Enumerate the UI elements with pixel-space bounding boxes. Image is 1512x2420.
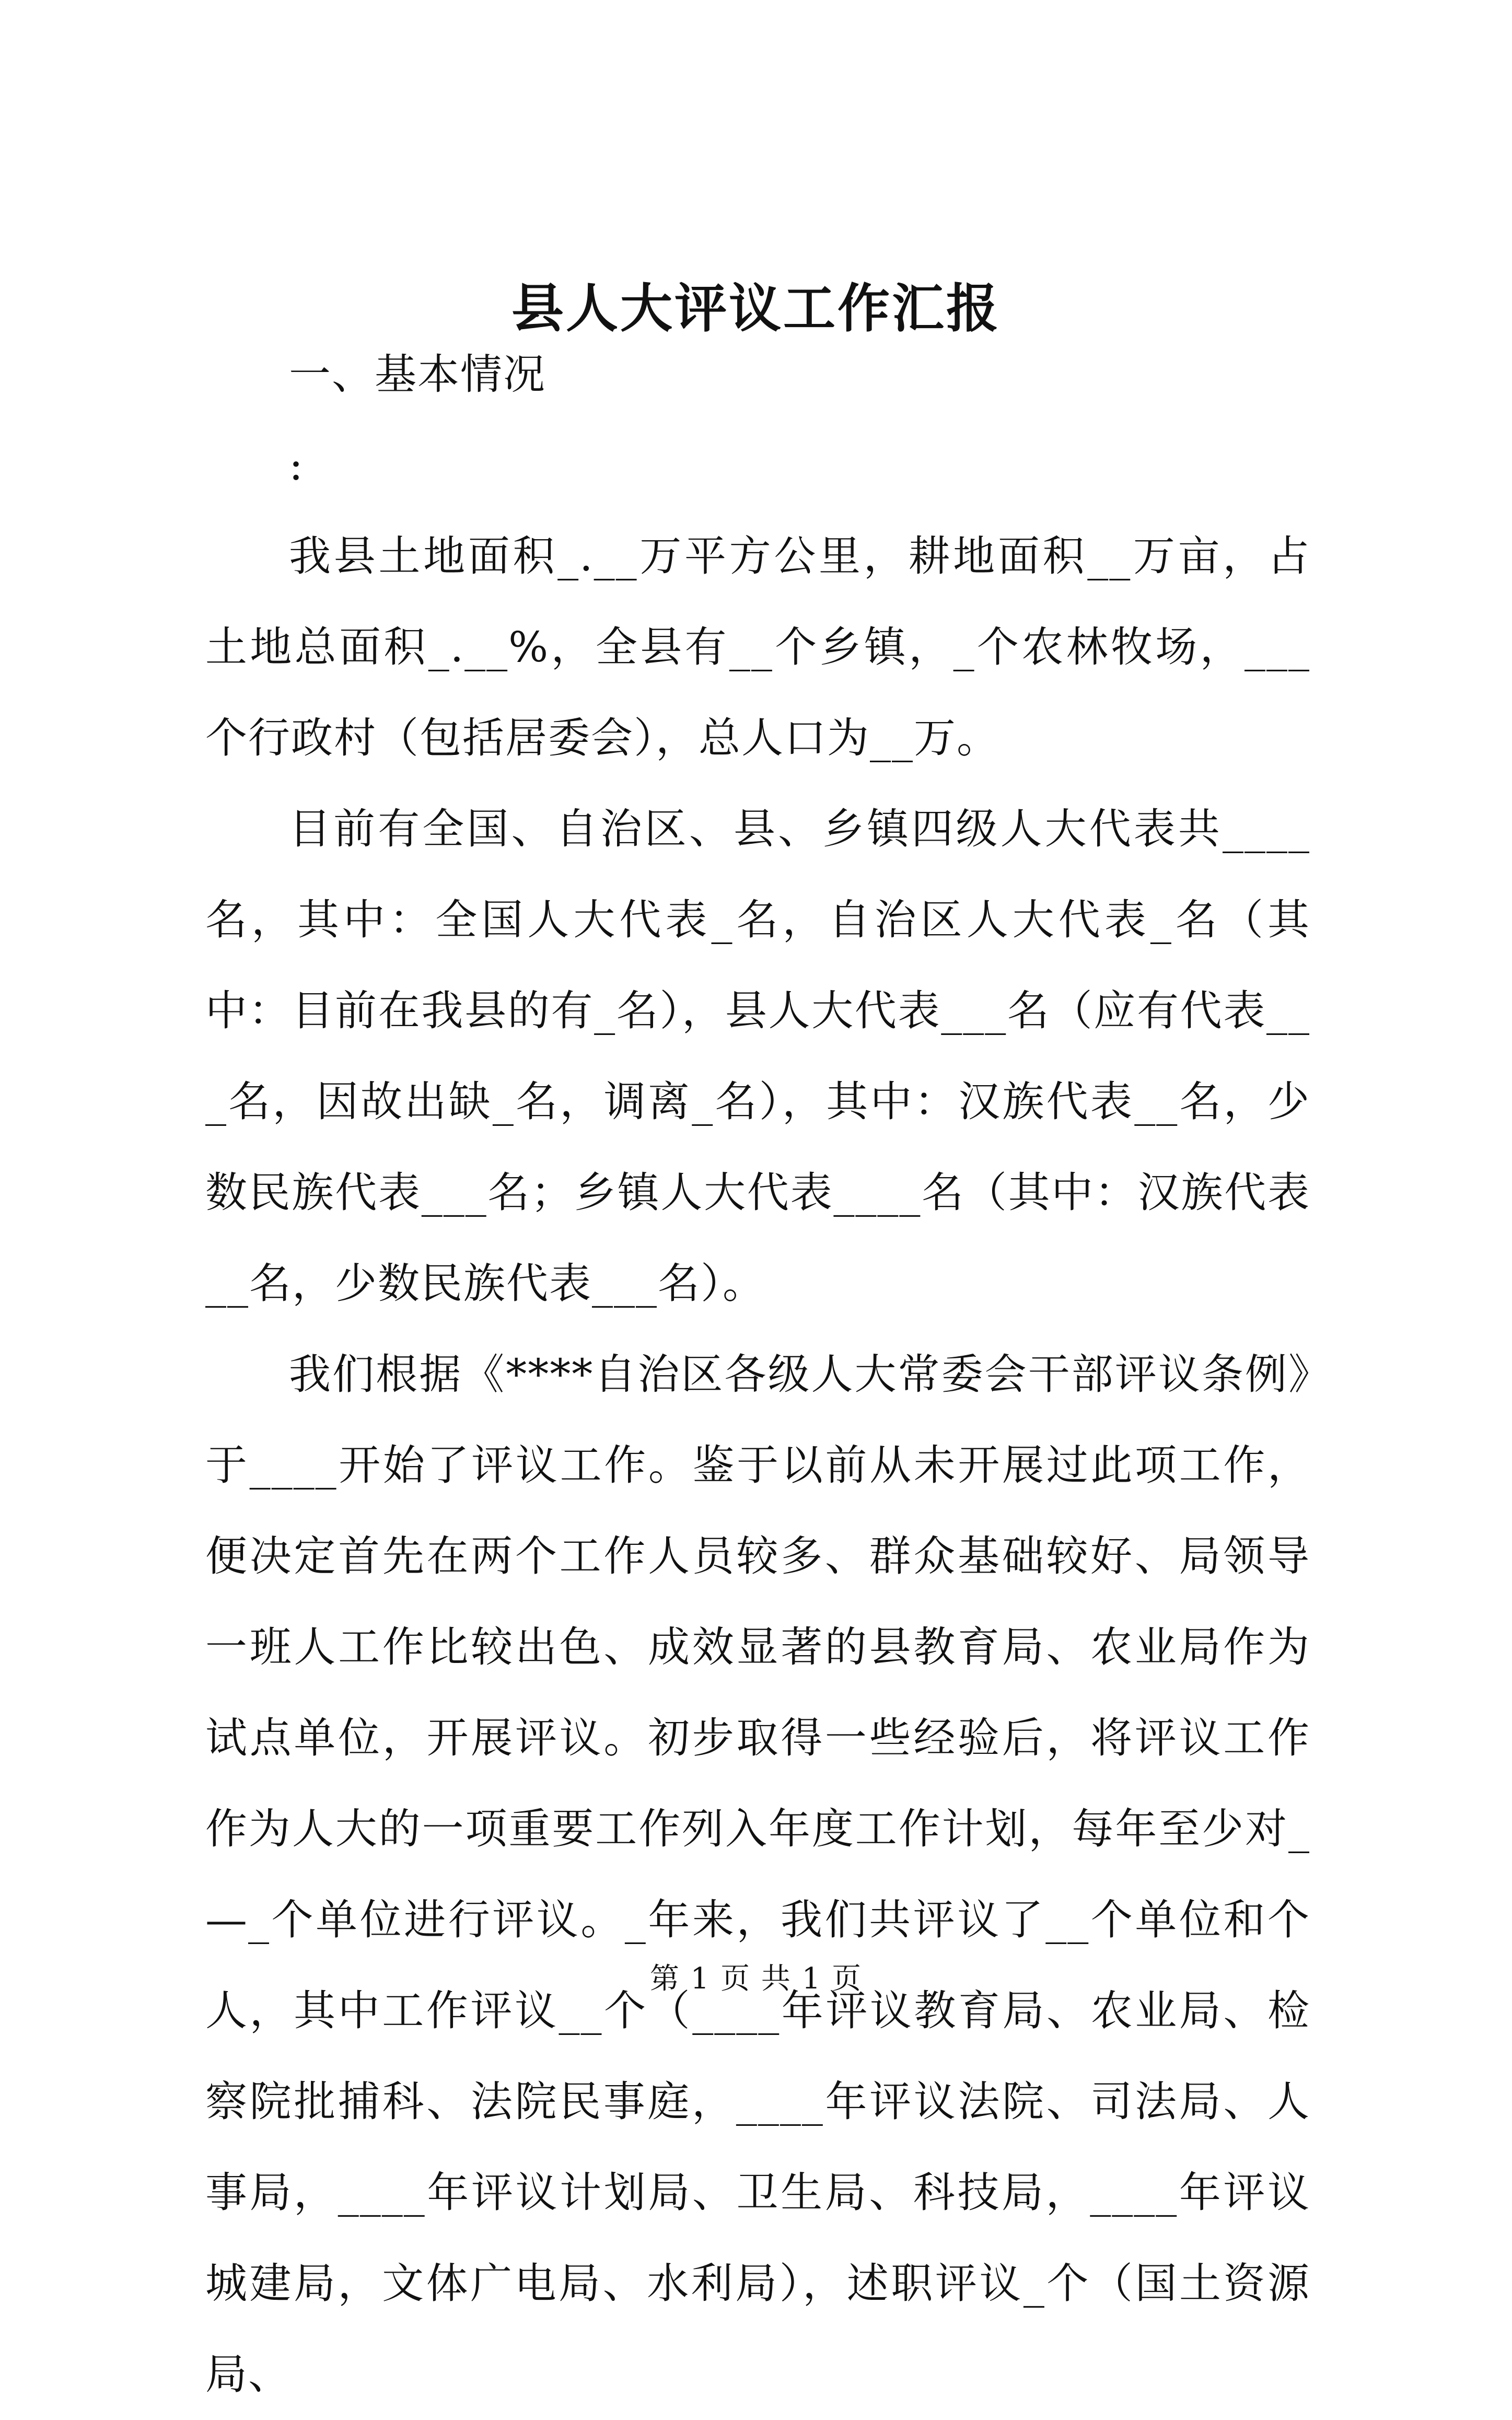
section-heading: 一、基本情况 <box>289 350 546 399</box>
document-title: 县人大评议工作汇报 <box>511 277 1001 339</box>
paragraph-deputies: 目前有全国、自治区、县、乡镇四级人大代表共____名，其中：全国人大代表_名，自治区人大代表_名（其中：目前在我县的有_名），县人大代表___名（应有代表___名，因故出缺_名，调离_名），其中：汉族代表__名，少数民族代表___名；乡镇人大代表____名（其中：汉族代表__名，少数民族代表___名）。 <box>205 805 1310 1308</box>
paragraph-colon: : <box>289 441 304 490</box>
paragraph-evaluation-work: 我们根据《****自治区各级人大常委会干部评议条例》于____开始了评议工作。鉴于以前从未开展过此项工作，便决定首先在两个工作人员较多、群众基础较好、局领导一班人工作比较出色、成效显著的县教育局、农业局作为试点单位，开展评议。初步取得一些经验后，将评议工作作为人大的一项重要工作列入年度工作计划，每年至少对_—_个单位进行评议。_年来，我们共评议了__个单位和个人，其中工作评议__个（____年评议教育局、农业局、检察院批捕科、法院民事庭，____年评议法院、司法局、人事局，____年评议计划局、卫生局、科技局，____年评议城建局，文体广电局、水利局），述职评议_个（国土资源局、 <box>205 1350 1310 2399</box>
document-body <box>205 329 1310 2420</box>
page-footer: 第 1 页 共 1 页 <box>649 1962 863 1996</box>
paragraph-land-population: 我县土地面积_.__万平方公里，耕地面积__万亩，占土地总面积_.__%，全县有__个乡镇，_个农林牧场，___个行政村（包括居委会），总人口为__万。 <box>205 532 1310 762</box>
